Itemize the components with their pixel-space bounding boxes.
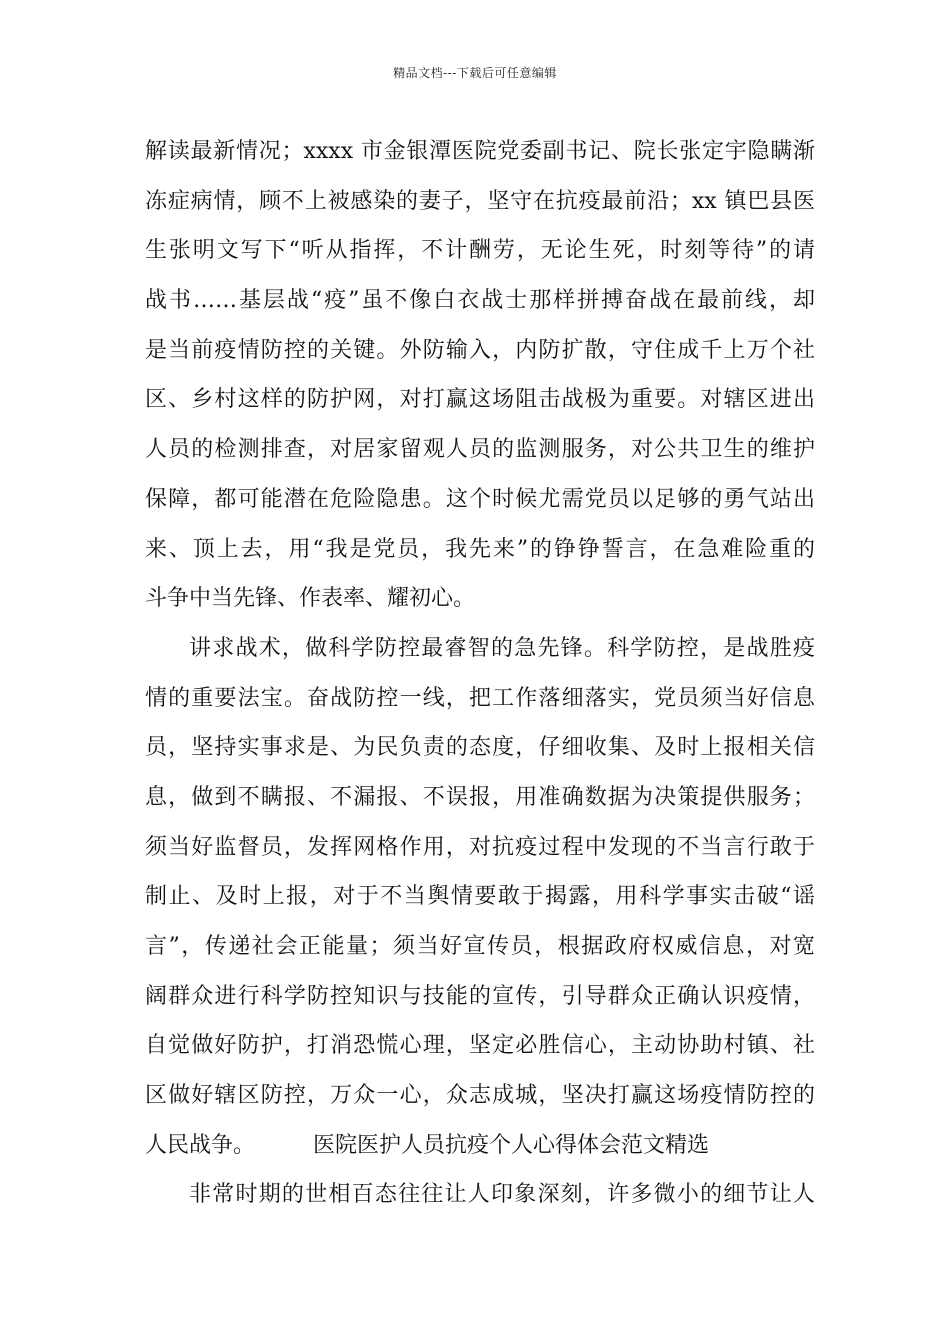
body-text bbox=[145, 134, 815, 1227]
text-line: 须当好监督员，发挥网格作用，对抗疫过程中发现的不当言行敢于 bbox=[145, 834, 815, 860]
text-line: 息，做到不瞒报、不漏报、不误报，用准确数据为决策提供服务； bbox=[145, 784, 815, 810]
text-line: 制止、及时上报，对于不当舆情要敢于揭露，用科学事实击破“谣 bbox=[145, 884, 815, 910]
text-line: 自觉做好防护，打消恐慌心理，坚定必胜信心，主动协助村镇、社 bbox=[145, 1033, 815, 1059]
text-line: 是当前疫情防控的关键。外防输入，内防扩散，守住成千上万个社 bbox=[145, 337, 815, 363]
text-line: 保障，都可能潜在危险隐患。这个时候尤需党员以足够的勇气站出 bbox=[145, 486, 815, 512]
text-line: 斗争中当先锋、作表率、耀初心。 bbox=[145, 586, 476, 612]
paragraph-first-line: 非常时期的世相百态往往让人印象深刻，许多微小的细节让人 bbox=[189, 1182, 815, 1208]
text-line: 解读最新情况；xxxx 市金银潭医院党委副书记、院长张定宇隐瞒渐 bbox=[145, 139, 815, 164]
inline-article-title: 医院医护人员抗疫个人心得体会范文精选 bbox=[313, 1132, 710, 1158]
text-line: 员，坚持实事求是、为民负责的态度，仔细收集、及时上报相关信 bbox=[145, 735, 815, 761]
text-line-end: 人民战争。 bbox=[145, 1132, 256, 1158]
text-line: 人员的检测排查，对居家留观人员的监测服务，对公共卫生的维护 bbox=[145, 437, 815, 463]
text-line: 区做好辖区防控，万众一心，众志成城，坚决打赢这场疫情防控的 bbox=[145, 1083, 815, 1109]
text-line: 区、乡村这样的防护网，对打赢这场阻击战极为重要。对辖区进出 bbox=[145, 387, 815, 413]
text-line: 言”，传递社会正能量；须当好宣传员，根据政府权威信息，对宽 bbox=[145, 934, 815, 959]
text-line: 冻症病情，顾不上被感染的妻子，坚守在抗疫最前沿；xx 镇巴县医 bbox=[145, 188, 815, 214]
paragraph-first-line: 讲求战术，做科学防控最睿智的急先锋。科学防控，是战胜疫 bbox=[189, 635, 815, 661]
text-line: 来、顶上去，用“我是党员，我先来”的铮铮誓言，在急难险重的 bbox=[145, 536, 815, 562]
text-line-with-title bbox=[145, 1128, 815, 1178]
text-line: 生张明文写下“听从指挥，不计酬劳，无论生死，时刻等待”的请 bbox=[145, 238, 815, 264]
text-line: 情的重要法宝。奋战防控一线，把工作落细落实，党员须当好信息 bbox=[145, 685, 815, 711]
text-line: 战书……基层战“疫”虽不像白衣战士那样拼搏奋战在最前线，却 bbox=[145, 288, 815, 314]
page-header: 精品文档---下载后可任意编辑 bbox=[393, 66, 557, 80]
text-line: 阔群众进行科学防控知识与技能的宣传，引导群众正确认识疫情， bbox=[145, 983, 815, 1009]
